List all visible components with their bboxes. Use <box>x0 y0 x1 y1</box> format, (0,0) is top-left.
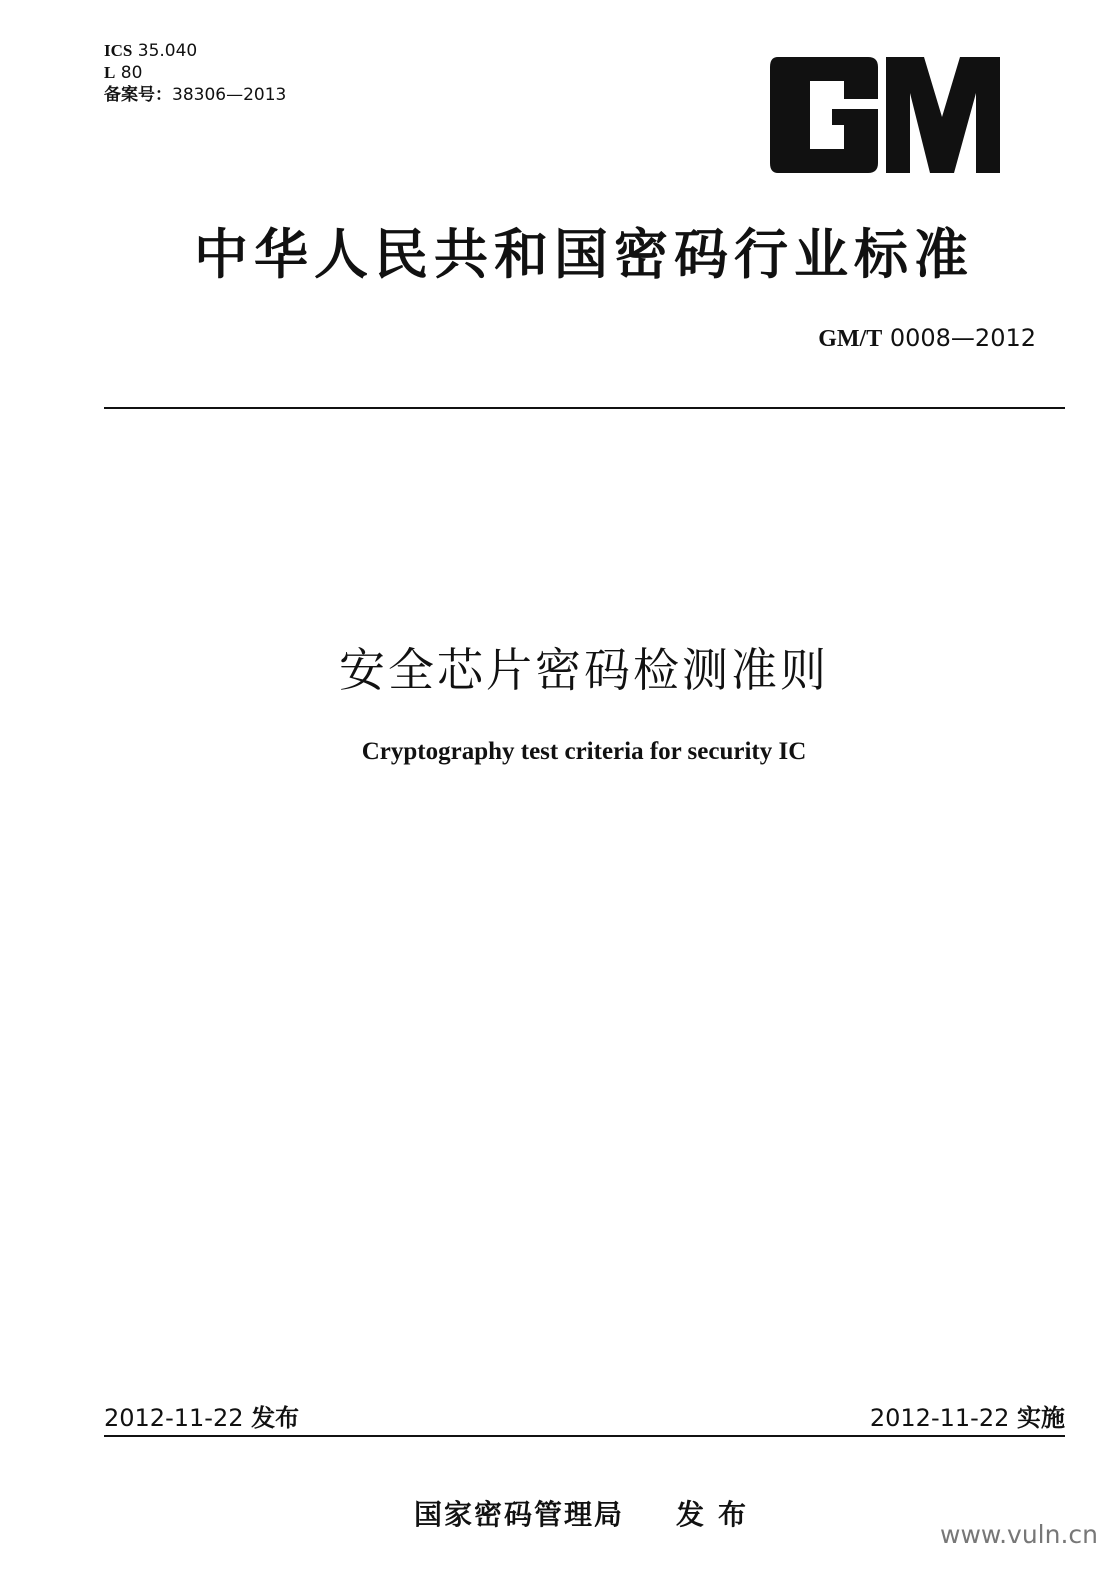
effective-date-label: 实施 <box>1017 1404 1065 1432</box>
classification-label: L <box>104 63 116 82</box>
standard-number <box>818 324 1036 353</box>
ics-label: ICS <box>104 41 133 60</box>
bottom-divider <box>104 1435 1065 1437</box>
issuer-name: 国家密码管理局 <box>414 1498 625 1531</box>
filing-label: 备案号： <box>104 85 172 105</box>
issuer-line <box>414 1493 760 1533</box>
document-title-chinese: 安全芯片密码检测准则 <box>339 643 829 697</box>
issuer-action: 发布 <box>676 1498 761 1531</box>
document-meta <box>104 40 286 106</box>
ics-value: 35.040 <box>137 41 198 61</box>
watermark: www.vuln.cn <box>940 1520 1098 1549</box>
org-title: 中华人民共和国密码行业标准 <box>194 223 974 286</box>
filing-row <box>104 84 286 106</box>
issue-date-label: 发布 <box>251 1404 300 1432</box>
filing-value: 38306—2013 <box>172 85 287 105</box>
document-title-english: Cryptography test criteria for security IC <box>361 738 807 765</box>
classification-value: 80 <box>120 63 143 83</box>
gm-logo <box>770 57 1000 173</box>
effective-date <box>870 1398 1065 1433</box>
top-divider <box>104 407 1065 409</box>
issue-date <box>104 1398 299 1433</box>
classification-row <box>104 62 286 84</box>
standard-prefix: GM/T <box>818 326 883 352</box>
effective-date-value: 2012-11-22 <box>869 1404 1010 1432</box>
issue-date-value: 2012-11-22 <box>104 1404 244 1432</box>
standard-code: 0008—2012 <box>889 324 1036 352</box>
ics-row <box>104 40 286 62</box>
